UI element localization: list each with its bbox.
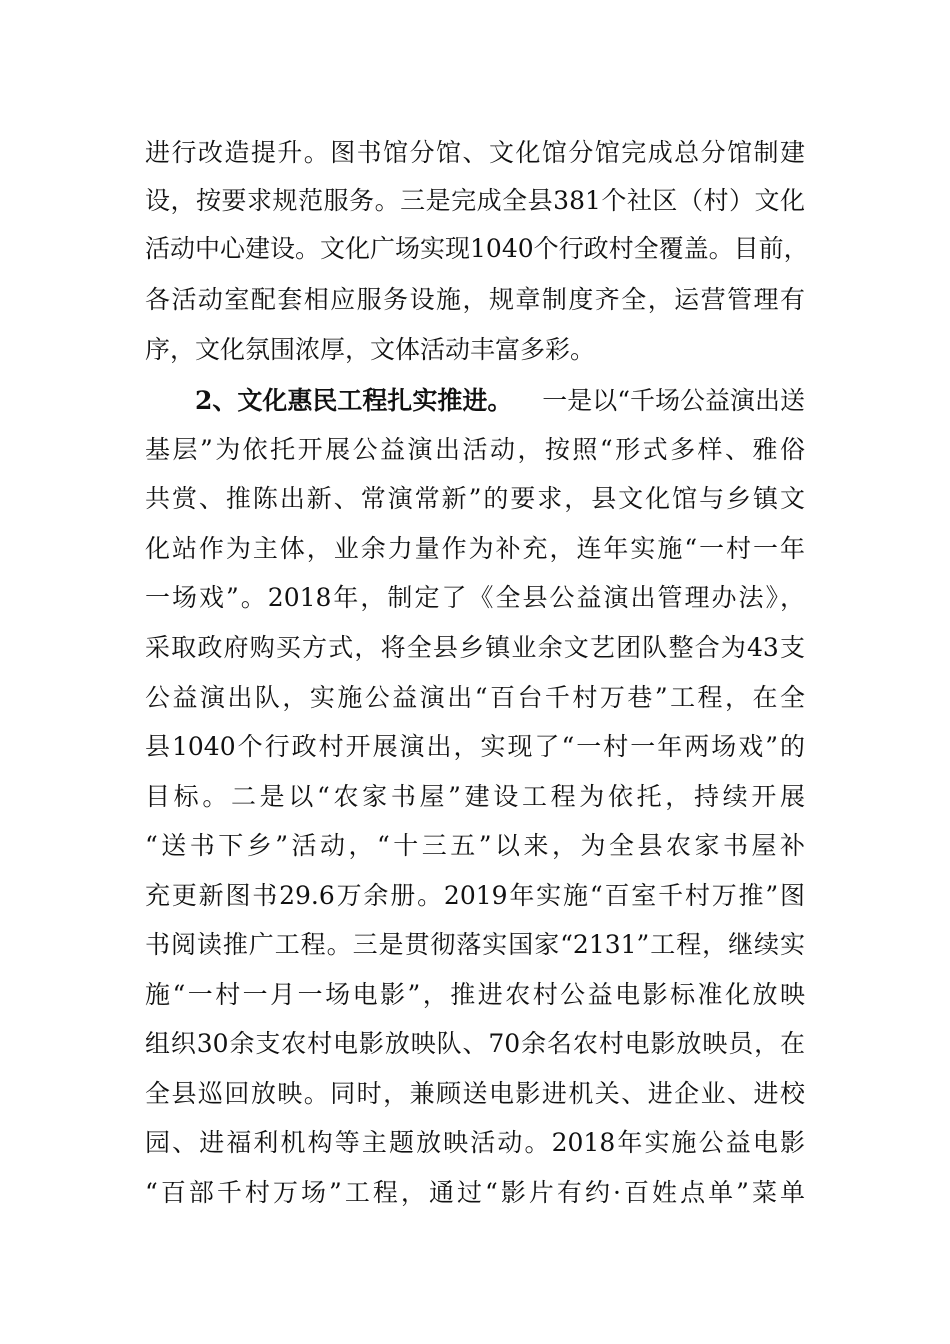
section-heading: 2、文化惠民工程扎实推进。 xyxy=(195,386,513,415)
paragraph-2-line-1 xyxy=(195,381,805,421)
paragraph-2-line-15: 全县巡回放映。同时，兼顾送电影进机关、进企业、进校 xyxy=(145,1079,805,1108)
paragraph-2-line-1-text: 一是以“千场公益演出送 xyxy=(542,386,805,415)
paragraph-2-line-7: 公益演出队，实施公益演出“百台千村万巷”工程，在全 xyxy=(145,683,805,712)
paragraph-1-line-5: 序，文化氛围浓厚，文体活动丰富多彩。 xyxy=(145,335,596,364)
paragraph-2-line-16: 园、进福利机构等主题放映活动。2018年实施公益电影 xyxy=(145,1128,805,1157)
paragraph-2-line-3: 共赏、推陈出新、常演常新”的要求，县文化馆与乡镇文 xyxy=(145,484,805,513)
paragraph-2-line-13: 施“一村一月一场电影”，推进农村公益电影标准化放映 xyxy=(145,980,805,1009)
paragraph-2-line-5: 一场戏”。2018年，制定了《全县公益演出管理办法》， xyxy=(145,583,805,612)
paragraph-1-line-4: 各活动室配套相应服务设施，规章制度齐全，运营管理有 xyxy=(145,285,805,314)
paragraph-2-line-8: 县1040个行政村开展演出，实现了“一村一年两场戏”的 xyxy=(145,732,805,761)
paragraph-2-line-14: 组织30余支农村电影放映队、70余名农村电影放映员，在 xyxy=(145,1029,805,1058)
paragraph-2-line-10: “送书下乡”活动，“十三五”以来，为全县农家书屋补 xyxy=(145,831,805,860)
paragraph-2-line-17: “百部千村万场”工程，通过“影片有约·百姓点单”菜单 xyxy=(145,1178,805,1207)
paragraph-2-line-12: 书阅读推广工程。三是贯彻落实国家“2131”工程，继续实 xyxy=(145,930,805,959)
paragraph-2-line-11: 充更新图书29.6万余册。2019年实施“百室千村万推”图 xyxy=(145,881,805,910)
paragraph-2-line-4: 化站作为主体，业余力量作为补充，连年实施“一村一年 xyxy=(145,534,805,563)
paragraph-2-line-2: 基层”为依托开展公益演出活动，按照“形式多样、雅俗 xyxy=(145,435,805,464)
paragraph-1-line-3: 活动中心建设。文化广场实现1040个行政村全覆盖。目前， xyxy=(145,234,809,263)
paragraph-1-line-1: 进行改造提升。图书馆分馆、文化馆分馆完成总分馆制建 xyxy=(145,138,805,167)
paragraph-2-line-6: 采取政府购买方式，将全县乡镇业余文艺团队整合为43支 xyxy=(145,633,805,662)
paragraph-1-line-2: 设，按要求规范服务。三是完成全县381个社区（村）文化 xyxy=(145,186,805,215)
paragraph-2-line-9: 目标。二是以“农家书屋”建设工程为依托，持续开展 xyxy=(145,782,805,811)
